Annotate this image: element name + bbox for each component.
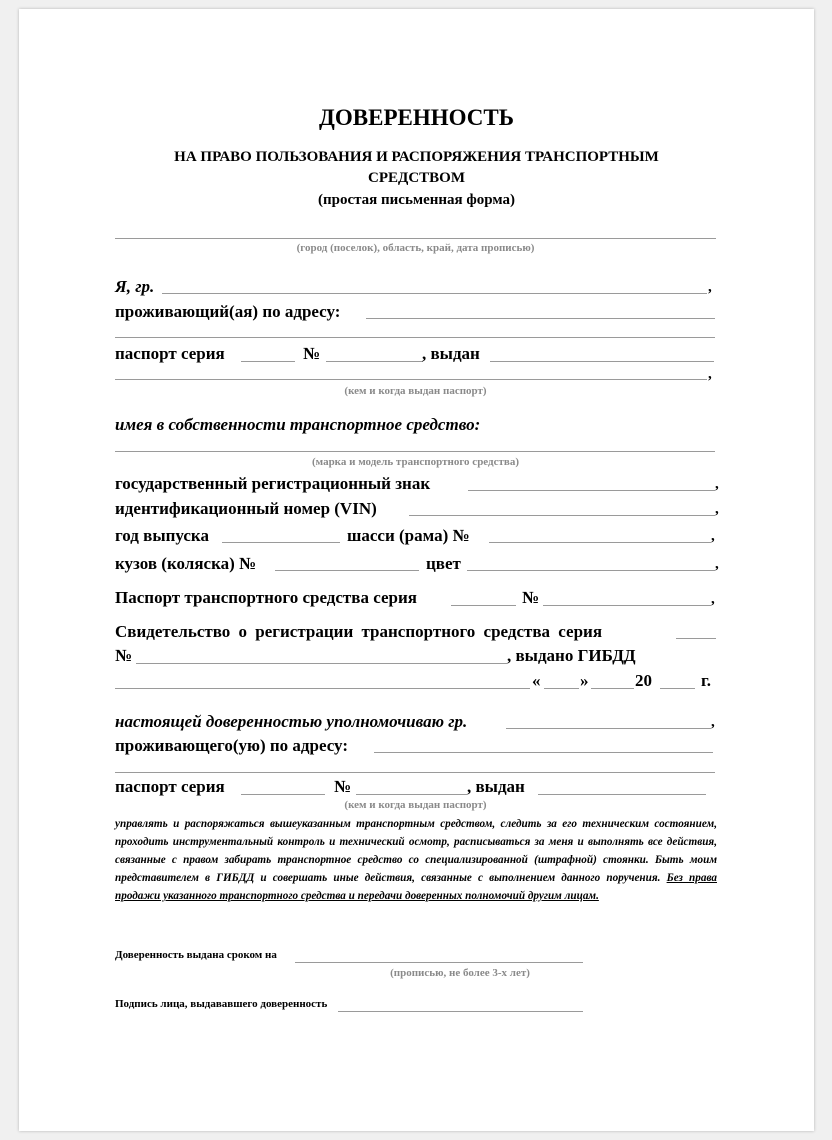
year-prefix: 20 — [635, 671, 652, 690]
comma: , — [708, 366, 712, 382]
certificate-label: Свидетельство о регистрации транспортного средства серия — [115, 622, 603, 641]
term-label: Доверенность выдана сроком на — [115, 949, 277, 961]
year-label: год выпуска — [115, 526, 209, 545]
reg-plate-field[interactable] — [468, 490, 715, 491]
document-title: ДОВЕРЕННОСТЬ — [319, 105, 514, 130]
comma: , — [715, 476, 719, 492]
color-field[interactable] — [467, 570, 715, 571]
body-field[interactable] — [275, 570, 419, 571]
vehicle-owner-label: имея в собственности транспортное средство: — [115, 415, 481, 434]
form-type: (простая письменная форма) — [317, 192, 516, 208]
reg-plate-label: государственный регистрационный знак — [115, 474, 431, 493]
date-year-field[interactable] — [660, 688, 695, 689]
authorize-label: настоящей доверенностью уполномочиваю гр. — [115, 712, 468, 731]
term-field[interactable] — [295, 962, 583, 963]
powers-paragraph — [115, 815, 717, 905]
principal-passport-issued-label: , выдан — [422, 344, 480, 363]
attorney-passport-issued-label: , выдан — [467, 777, 525, 796]
signature-field[interactable] — [338, 1011, 583, 1012]
vehicle-model-caption: (марка и модель транспортного средства) — [311, 456, 519, 468]
principal-address-field[interactable] — [366, 318, 715, 319]
attorney-passport-issued-field[interactable] — [538, 794, 706, 795]
principal-address-field-2[interactable] — [115, 337, 715, 338]
document-page — [19, 9, 814, 1131]
place-date-caption: (город (поселок), область, край, дата прописью) — [296, 242, 535, 254]
comma: , — [715, 556, 719, 572]
signature-label: Подпись лица, выдававшего доверенность — [115, 998, 328, 1010]
attorney-passport-number-label: № — [334, 777, 352, 796]
principal-passport-issued-field[interactable] — [490, 361, 714, 362]
certificate-issued-label: , выдано ГИБДД — [507, 646, 636, 665]
attorney-passport-series-field[interactable] — [241, 794, 325, 795]
color-label: цвет — [426, 554, 461, 573]
document-subtitle: НА ПРАВО ПОЛЬЗОВАНИЯ И РАСПОРЯЖЕНИЯ ТРАНСПОРТНЫМ — [174, 149, 659, 165]
vin-label: идентификационный номер (VIN) — [115, 499, 377, 518]
comma: , — [708, 279, 712, 295]
principal-address-label: проживающий(ая) по адресу: — [115, 302, 341, 321]
certificate-series-field[interactable] — [676, 638, 716, 639]
chassis-label: шасси (рама) № — [347, 526, 470, 545]
principal-passport-number-label: № — [303, 344, 321, 363]
principal-passport-caption: (кем и когда выдан паспорт) — [344, 385, 487, 397]
principal-passport-issued-field-2[interactable] — [115, 379, 707, 380]
attorney-passport-series-label: паспорт серия — [115, 777, 225, 796]
chassis-field[interactable] — [489, 542, 711, 543]
body-label: кузов (коляска) № — [115, 554, 257, 573]
gibdd-field[interactable] — [115, 688, 530, 689]
principal-passport-series-field[interactable] — [241, 361, 295, 362]
year-field[interactable] — [222, 542, 340, 543]
document-subtitle-cont: СРЕДСТВОМ — [368, 170, 465, 186]
principal-passport-number-field[interactable] — [326, 361, 423, 362]
year-suffix: г. — [701, 671, 712, 690]
pts-series-field[interactable] — [451, 605, 516, 606]
date-day-field[interactable] — [544, 688, 579, 689]
powers-text: управлять и распоряжаться вышеуказанным транспортным средством, следить за его техническим состоянием, проходить инструментальный контроль и технический осмотр, расписываться за меня и выполнять все действия, связанные с правом забирать транспортное средство со специализированной (штрафной) стоянки. Быть моим представителем в ГИБДД и совершать иные действия, связанные с выполнением данного поручения. — [115, 818, 717, 884]
pts-series-label: Паспорт транспортного средства серия — [115, 588, 417, 607]
attorney-name-field[interactable] — [506, 728, 711, 729]
powers-restriction: Без права продажи указанного транспортного средства и передачи доверенных полномочий другим лицам. — [115, 872, 717, 902]
quote-close: » — [580, 671, 589, 690]
date-month-field[interactable] — [591, 688, 634, 689]
principal-name-label: Я, гр. — [115, 277, 155, 296]
pts-number-field[interactable] — [543, 605, 711, 606]
principal-passport-series-label: паспорт серия — [115, 344, 225, 363]
vehicle-model-field[interactable] — [115, 451, 715, 452]
principal-name-field[interactable] — [162, 293, 707, 294]
place-date-field[interactable] — [115, 238, 716, 239]
attorney-passport-number-field[interactable] — [356, 794, 467, 795]
term-caption: (прописью, не более 3-х лет) — [390, 967, 530, 979]
comma: , — [715, 501, 719, 517]
comma: , — [711, 528, 715, 544]
attorney-address-field-2[interactable] — [115, 772, 715, 773]
certificate-number-label: № — [115, 646, 133, 665]
attorney-address-label: проживающего(ую) по адресу: — [115, 736, 348, 755]
pts-number-label: № — [522, 588, 540, 607]
comma: , — [711, 714, 715, 730]
quote-open: « — [532, 671, 541, 690]
attorney-address-field[interactable] — [374, 752, 713, 753]
vin-field[interactable] — [409, 515, 715, 516]
comma: , — [711, 591, 715, 607]
certificate-number-field[interactable] — [136, 663, 507, 664]
attorney-passport-caption: (кем и когда выдан паспорт) — [344, 799, 487, 811]
